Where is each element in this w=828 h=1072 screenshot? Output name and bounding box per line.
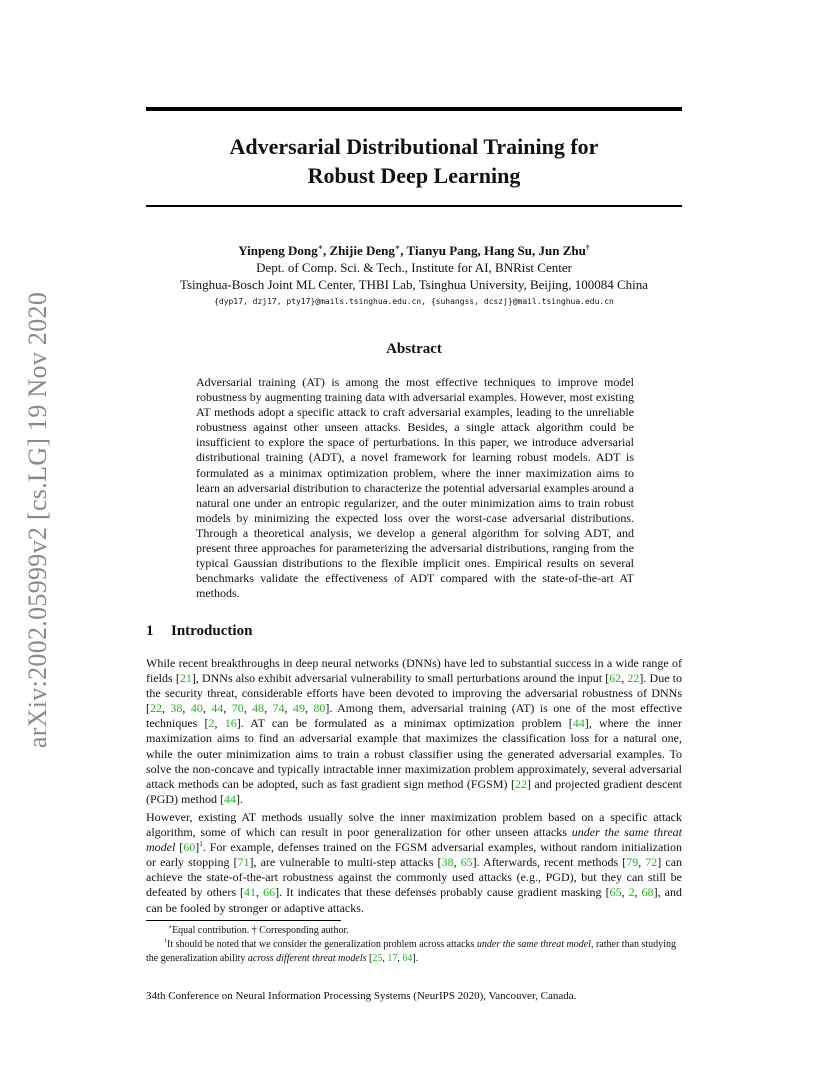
citation-link[interactable]: 2 bbox=[208, 716, 215, 731]
citation-link[interactable]: 44 bbox=[572, 716, 585, 731]
footnotes bbox=[146, 924, 682, 966]
citation-link[interactable]: 22 bbox=[150, 701, 162, 716]
author-names: Yinpeng Dong∗, Zhijie Deng∗, Tianyu Pang, Hang Su, Jun Zhu† bbox=[238, 242, 590, 258]
footnote-1: $^1$It should be noted that we consider the generalization problem across attacks under the same threat model, rather than studying the generalization ability across different threat models [25, 17, 64]. bbox=[146, 938, 676, 964]
author-mark: ∗ bbox=[317, 242, 323, 252]
citation-link[interactable]: 41 bbox=[244, 885, 257, 900]
citation-link[interactable]: 25 bbox=[372, 953, 383, 964]
footnote-mark: 1 bbox=[164, 938, 167, 945]
citation-link[interactable]: 65 bbox=[609, 885, 622, 900]
affiliation-1: Dept. of Comp. Sci. & Tech., Institute for AI, BNRist Center bbox=[256, 260, 572, 275]
author-name: Jun Zhu bbox=[538, 243, 586, 258]
title-rule-bottom bbox=[146, 205, 682, 207]
author-mark: ∗ bbox=[394, 242, 401, 252]
paper-title-line-1: Adversarial Distributional Training for bbox=[229, 134, 599, 159]
citation-link[interactable]: 65 bbox=[460, 855, 473, 870]
conference-notice: 34th Conference on Neural Information Processing Systems (NeurIPS 2020), Vancouver, Canada. bbox=[146, 990, 577, 1002]
citation-link[interactable]: 60 bbox=[183, 840, 196, 855]
citation-link[interactable]: 40 bbox=[190, 701, 203, 716]
citation-link[interactable]: 48 bbox=[252, 701, 265, 716]
arxiv-identifier-text: arXiv:2002.05999v2 [cs.LG] 19 Nov 2020 bbox=[23, 291, 52, 749]
citation-link[interactable]: 2 bbox=[628, 885, 635, 900]
citation-link[interactable]: 66 bbox=[263, 885, 276, 900]
citation-link[interactable]: 70 bbox=[231, 701, 244, 716]
citation-link[interactable]: 62 bbox=[609, 671, 622, 686]
affiliation-2: Tsinghua-Bosch Joint ML Center, THBI Lab, Tsinghua University, Beijing, 100084 China bbox=[179, 277, 649, 292]
citation-link[interactable]: 74 bbox=[272, 701, 285, 716]
footnote-equal-contribution: ∗Equal contribution. † Corresponding author. bbox=[168, 924, 349, 936]
author-emails: {dyp17, dzj17, pty17}@mails.tsinghua.edu.cn, {suhangss, dcszj}@mail.tsinghua.edu.cn bbox=[214, 297, 614, 306]
citation-link[interactable]: 22 bbox=[514, 776, 527, 791]
author-name: Tianyu Pang bbox=[406, 243, 478, 258]
citation-link[interactable]: 38 bbox=[170, 701, 183, 716]
paper-title-line-2: Robust Deep Learning bbox=[307, 163, 521, 188]
citation-link[interactable]: 44 bbox=[224, 791, 236, 806]
citation-link[interactable]: 64 bbox=[402, 953, 413, 964]
intro-paragraph-2: However, existing AT methods usually solve the inner maximization problem based on a specific attack algorithm, some of which can result in poor generalization for other unseen attacks under the same threat model $[60]^1$. For example, defenses trained on the FGSM adversarial examples, without random initialization or early stopping [71], are vulnerable to multi-step attacks [38, 65]. Afterwards, recent methods [79, 72] can achieve the state-of-the-art robustness against the commonly used attacks (e.g., PGD), but they can still be defeated by others [41, 66]. It indicates that these defenses probably cause gradient masking [65, 2, 68], and can be fooled by stronger or adaptive attacks. bbox=[146, 810, 683, 915]
emphasis-text: under the same threat model bbox=[476, 939, 591, 950]
emphasis-text: across different threat models bbox=[247, 953, 367, 964]
citation-link[interactable]: 22 bbox=[627, 671, 640, 686]
citation-link[interactable]: 79 bbox=[626, 855, 639, 870]
section-heading-introduction bbox=[146, 623, 252, 640]
section-number: 1 bbox=[146, 623, 154, 639]
author-name: Zhijie Deng bbox=[329, 243, 395, 258]
citation-link[interactable]: 72 bbox=[645, 855, 658, 870]
citation-link[interactable]: 80 bbox=[313, 701, 326, 716]
paper-title bbox=[146, 132, 682, 190]
citation-link[interactable]: 38 bbox=[441, 855, 454, 870]
title-rule-top bbox=[146, 107, 682, 111]
citation-link[interactable]: 17 bbox=[387, 953, 398, 964]
citation-link[interactable]: 49 bbox=[292, 701, 305, 716]
author-name: Hang Su bbox=[483, 243, 533, 258]
abstract-body: Adversarial training (AT) is among the most effective techniques to improve model robustness by augmenting training data with adversarial examples. However, most existing AT methods adopt a specific attack to craft adversarial examples, leading to the unreliable robustness against other unseen attacks. Besides, a single attack algorithm could be insufficient to explore the space of perturbations. In this paper, we introduce adversarial distributional training (ADT), a novel framework for learning robust models. ADT is formulated as a minimax optimization problem, where the inner maximization aims to learn an adversarial distribution to characterize the potential adversarial examples around a natural one under an entropic regularizer, and the outer minimization aims to train robust models by minimizing the expected loss over the worst-case adversarial distributions. Through a theoretical analysis, we develop a general algorithm for solving ADT, and present three approaches for parameterizing the adversarial distributions, ranging from the typical Gaussian distributions to the flexible implicit ones. Empirical results on several benchmarks validate the effectiveness of ADT compared with the state-of-the-art AT methods. bbox=[196, 375, 634, 601]
citation-link[interactable]: 21 bbox=[179, 671, 192, 686]
citation-link[interactable]: 16 bbox=[224, 716, 237, 731]
citation-link[interactable]: 44 bbox=[211, 701, 224, 716]
author-block bbox=[146, 242, 682, 309]
footnote-mark: 1 bbox=[199, 840, 203, 849]
emphasis-text: under the same threat model bbox=[146, 825, 682, 855]
footnote-rule bbox=[146, 920, 341, 921]
citation-link[interactable]: 68 bbox=[641, 885, 654, 900]
abstract-heading: Abstract bbox=[386, 341, 442, 357]
intro-paragraph-1: While recent breakthroughs in deep neural networks (DNNs) have led to substantial success in a wide range of fields [21], DNNs also exhibit adversarial vulnerability to small perturbations around the input [62, 22]. Due to the security threat, considerable efforts have been devoted to improving the adversarial robustness of DNNs [22, 38, 40, 44, 70, 48, 74, 49, 80]. Among them, adversarial training (AT) is one of the most effective techniques [2, 16]. AT can be formulated as a minimax optimization problem [44], where the inner maximization aims to find an adversarial example that maximizes the classification loss for a natural one, while the outer minimization aims to train a robust classifier using the generated adversarial examples. To solve the non-concave and typically intractable inner maximization problem approximately, several adversarial attack methods can be adopted, such as fast gradient sign method (FGSM) [22] and projected gradient descent (PGD) method [44]. bbox=[146, 656, 683, 806]
author-name: Yinpeng Dong bbox=[238, 243, 318, 258]
author-mark: † bbox=[585, 242, 590, 252]
footnote-mark: ∗ bbox=[168, 924, 173, 931]
section-title: Introduction bbox=[171, 623, 253, 639]
citation-link[interactable]: 71 bbox=[237, 855, 250, 870]
